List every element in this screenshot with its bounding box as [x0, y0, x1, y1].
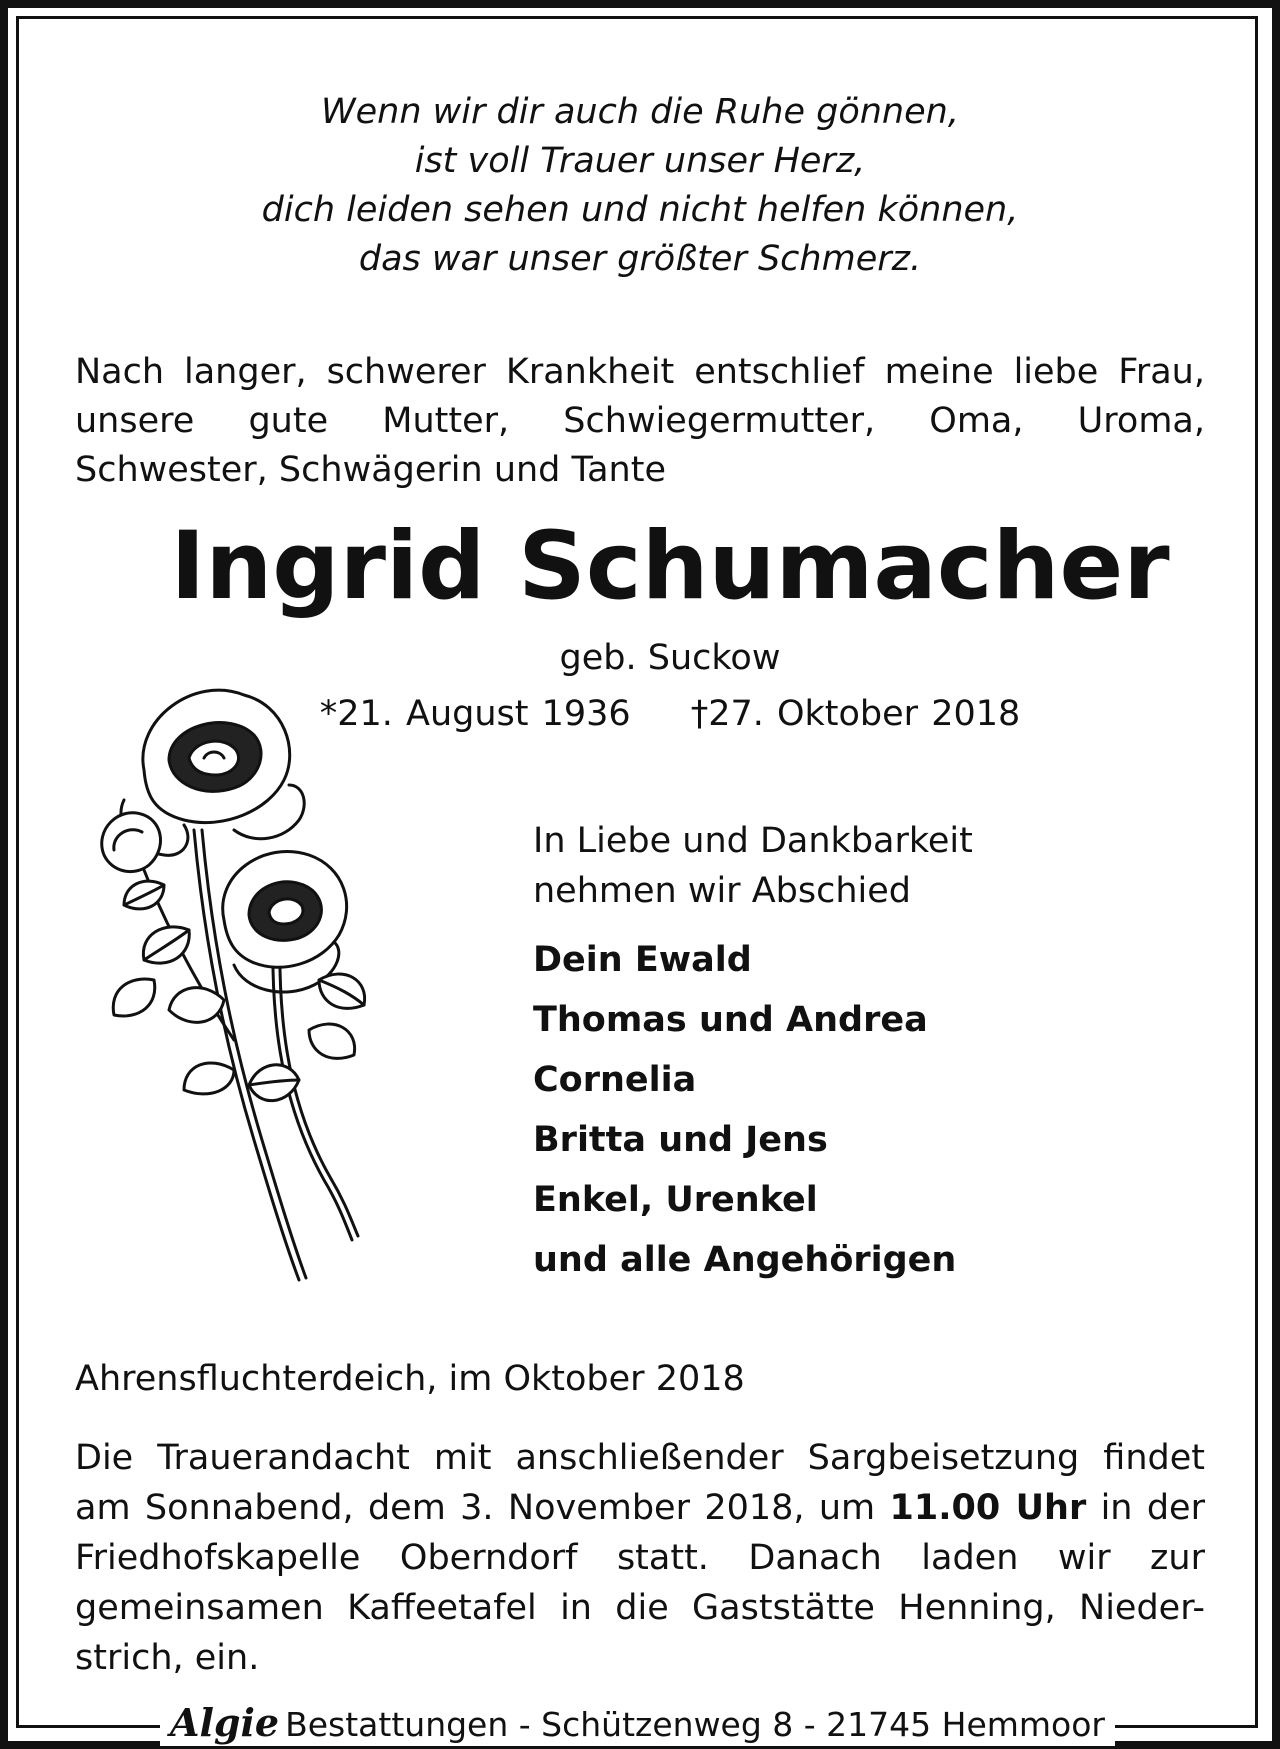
undertaker-logo: Algie: [170, 1700, 280, 1745]
service-line: [75, 1483, 1205, 1533]
deceased-name: Ingrid Schumacher: [170, 512, 1170, 621]
mourner: Dein Ewald: [533, 940, 752, 980]
intro-line: unsere gute Mutter, Schwiegermutter, Oma, Uroma,: [75, 401, 1205, 441]
death-date: †27. Oktober 2018: [690, 694, 1021, 734]
service-text: in der: [1086, 1488, 1205, 1528]
service-time: 11.00 Uhr: [889, 1488, 1087, 1528]
mourner: Britta und Jens: [533, 1120, 828, 1160]
poem-line: dich leiden sehen und nicht helfen können,: [261, 190, 1019, 230]
farewell-line: In Liebe und Dankbarkeit: [533, 821, 973, 861]
service-line: Friedhofskapelle Oberndorf statt. Danach laden wir zur: [75, 1538, 1205, 1578]
footer: [0, 1700, 1280, 1749]
undertaker-credit: [160, 1700, 1115, 1746]
mourner: und alle Angehörigen: [533, 1240, 957, 1280]
rose-bouquet-icon: [84, 680, 384, 1300]
farewell-text: [533, 816, 973, 916]
intro-line: Nach langer, schwerer Krankheit entschlief meine liebe Frau,: [75, 352, 1205, 392]
poem: [0, 88, 1280, 284]
service-text: am Sonnabend, dem 3. November 2018, um: [75, 1488, 890, 1528]
service-line: Die Trauerandacht mit anschließender Sargbeisetzung findet: [75, 1438, 1205, 1478]
poem-line: Wenn wir dir auch die Ruhe gönnen,: [321, 92, 959, 132]
intro-line: Schwester, Schwägerin und Tante: [75, 450, 667, 490]
mourner: Enkel, Urenkel: [533, 1180, 818, 1220]
poem-line: das war unser größter Schmerz.: [358, 239, 922, 279]
mourners-list: [533, 930, 956, 1290]
farewell-line: nehmen wir Abschied: [533, 871, 911, 911]
service-line: strich, ein.: [75, 1638, 260, 1678]
mourner: Thomas und Andrea: [533, 1000, 928, 1040]
poem-line: ist voll Trauer unser Herz,: [414, 141, 866, 181]
place-date: Ahrensfluchterdeich, im Oktober 2018: [75, 1359, 745, 1399]
service-line: gemeinsamen Kaffeetafel in die Gaststätte Henning, Nieder-: [75, 1588, 1205, 1628]
birth-date: *21. August 1936: [319, 694, 631, 734]
service-info: [75, 1433, 1205, 1683]
mourner: Cornelia: [533, 1060, 697, 1100]
undertaker-address: Bestattungen - Schützenweg 8 - 21745 Hemmoor: [285, 1705, 1106, 1744]
maiden-name: geb. Suckow: [559, 638, 781, 678]
intro-text: [75, 348, 1205, 495]
